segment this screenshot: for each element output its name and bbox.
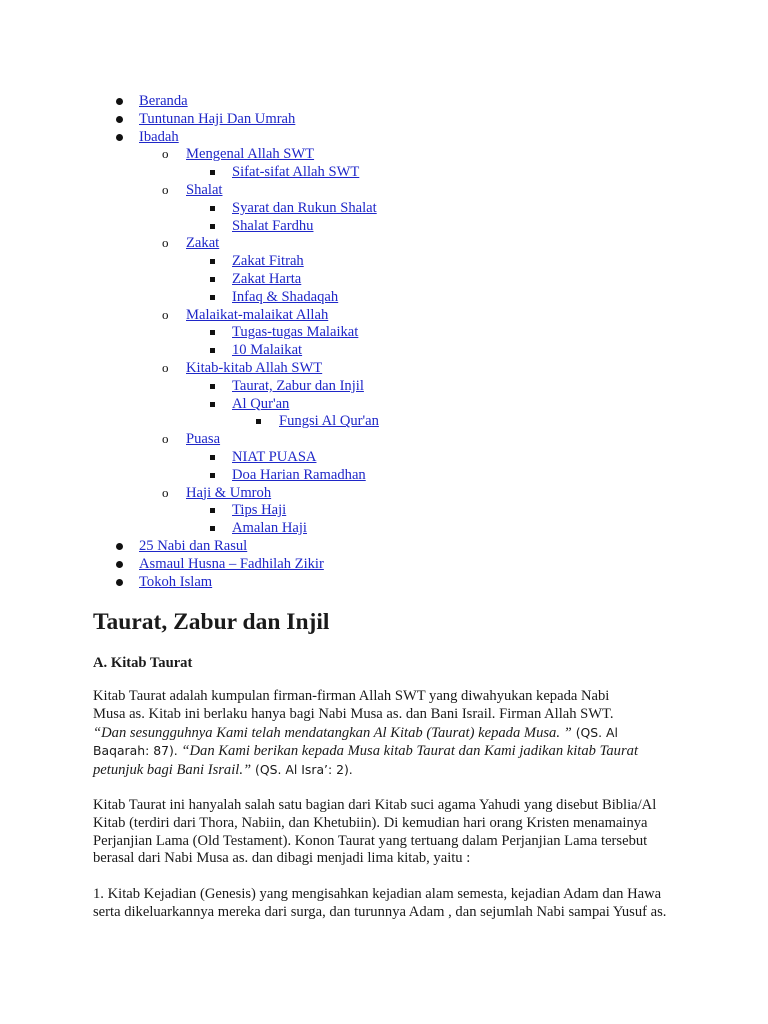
nav-link[interactable]: Amalan Haji	[232, 520, 307, 537]
nav-link[interactable]: Doa Harian Ramadhan	[232, 466, 366, 483]
nav-link[interactable]: Tugas-tugas Malaikat	[232, 324, 359, 341]
nav-item	[0, 234, 768, 252]
nav-item	[0, 199, 768, 217]
nav-item	[0, 217, 768, 235]
nav-link[interactable]: Fungsi Al Qur'an	[279, 413, 379, 430]
nav-item	[0, 448, 768, 466]
nav-link[interactable]: Zakat	[186, 235, 220, 252]
square-bullet-icon	[210, 455, 215, 460]
square-bullet-icon	[256, 419, 261, 424]
nav-link[interactable]: Shalat Fardhu	[232, 217, 314, 234]
article	[93, 606, 693, 920]
nav-link[interactable]: Infaq & Shadaqah	[232, 288, 339, 305]
circle-bullet-icon: o	[162, 146, 169, 162]
nav-item	[0, 573, 768, 591]
circle-bullet-icon: o	[162, 306, 169, 322]
nav-item	[0, 484, 768, 502]
disc-bullet-icon	[116, 98, 123, 105]
nav-item	[0, 163, 768, 181]
section-heading: A. Kitab Taurat	[93, 655, 193, 671]
nav-link[interactable]: Beranda	[139, 93, 188, 109]
nav-item	[0, 501, 768, 519]
nav-link[interactable]: Kitab-kitab Allah SWT	[186, 360, 323, 376]
article-title: Taurat, Zabur dan Injil	[93, 609, 330, 635]
disc-bullet-icon	[116, 134, 123, 141]
paragraph-2: Kitab Taurat ini hanyalah salah satu bagian dari Kitab suci agama Yahudi yang disebut Biblia/Al Kitab (terdiri dari Thora, Nabiin, dan Khetubiin). Di kemudian hari orang Kristen menamainya Perjanjian Lama (Old Testament). Konon Taurat yang tertuang dalam Perjanjian Lama tersebut berasal dari Nabi Musa as. dan dibagi menjadi lima kitab, yaitu :	[93, 797, 657, 867]
nav-link[interactable]: Zakat Fitrah	[232, 253, 304, 270]
nav-item	[0, 430, 768, 448]
square-bullet-icon	[210, 170, 215, 175]
paragraph-1: Kitab Taurat adalah kumpulan firman-firman Allah SWT yang diwahyukan kepada Nabi Musa as. Kitab ini berlaku hanya bagi Nabi Musa as. dan Bani Israil. Firman Allah SWT. “Dan sesungguhnya Kami telah mendatangkan Al Kitab (Taurat) kepada Musa. ” (QS. Al Baqarah: 87). “Dan Kami berikan kepada Musa kitab Taurat dan Kami jadikan kitab Taurat petunjuk bagi Bani Israil.” (QS. Al Isra’: 2).	[93, 688, 639, 779]
nav-link[interactable]: Syarat dan Rukun Shalat	[232, 199, 377, 216]
square-bullet-icon	[210, 224, 215, 229]
nav-item	[0, 466, 768, 484]
nav-item	[0, 252, 768, 270]
nav-item	[0, 377, 768, 395]
circle-bullet-icon: o	[162, 484, 169, 500]
nav-link[interactable]: NIAT PUASA	[232, 449, 317, 465]
nav-link[interactable]: Ibadah	[139, 128, 179, 145]
disc-bullet-icon	[116, 561, 123, 568]
nav-link[interactable]: Malaikat-malaikat Allah	[186, 306, 329, 323]
nav-link[interactable]: Taurat, Zabur dan Injil	[232, 377, 364, 394]
square-bullet-icon	[210, 348, 215, 353]
nav-item	[0, 92, 768, 110]
nav-item	[0, 359, 768, 377]
nav-item	[0, 323, 768, 341]
nav-link[interactable]: Tokoh Islam	[139, 573, 213, 590]
nav-item	[0, 128, 768, 146]
square-bullet-icon	[210, 384, 215, 389]
nav-link[interactable]: Mengenal Allah SWT	[186, 146, 315, 163]
square-bullet-icon	[210, 277, 215, 282]
square-bullet-icon	[210, 402, 215, 407]
nav-item	[0, 288, 768, 306]
nav-link[interactable]: Tuntunan Haji Dan Umrah	[139, 110, 296, 127]
nav-link[interactable]: 25 Nabi dan Rasul	[139, 538, 248, 554]
nav-link[interactable]: 10 Malaikat	[232, 342, 303, 359]
nav-link[interactable]: Asmaul Husna – Fadhilah Zikir	[139, 555, 324, 572]
disc-bullet-icon	[116, 116, 123, 123]
circle-bullet-icon: o	[162, 431, 169, 447]
nav-link[interactable]: Sifat-sifat Allah SWT	[232, 164, 360, 181]
square-bullet-icon	[210, 473, 215, 478]
nav-item	[0, 181, 768, 199]
square-bullet-icon	[210, 206, 215, 211]
nav-link[interactable]: Shalat	[186, 182, 223, 198]
nav-link[interactable]: Puasa	[186, 431, 221, 448]
circle-bullet-icon: o	[162, 360, 169, 375]
disc-bullet-icon	[116, 543, 123, 550]
nav-link[interactable]: Tips Haji	[232, 502, 287, 519]
nav-item	[0, 270, 768, 288]
circle-bullet-icon: o	[162, 182, 169, 197]
nav-item	[0, 519, 768, 537]
nav-item	[0, 537, 768, 555]
nav-item	[0, 412, 768, 430]
nav-link[interactable]: Al Qur'an	[232, 395, 290, 412]
nav-item	[0, 341, 768, 359]
square-bullet-icon	[210, 330, 215, 335]
nav-link[interactable]: Haji & Umroh	[186, 484, 272, 501]
circle-bullet-icon: o	[162, 235, 169, 251]
square-bullet-icon	[210, 526, 215, 531]
square-bullet-icon	[210, 508, 215, 513]
square-bullet-icon	[210, 259, 215, 264]
nav-item	[0, 555, 768, 573]
disc-bullet-icon	[116, 579, 123, 586]
nav-item	[0, 395, 768, 413]
paragraph-3: 1. Kitab Kejadian (Genesis) yang mengisahkan kejadian alam semesta, kejadian Adam dan Hawa serta dikeluarkannya mereka dari surga, dan turunnya Adam , dan sejumlah Nabi sampai Yusuf as.	[93, 886, 667, 920]
nav-item	[0, 110, 768, 128]
square-bullet-icon	[210, 295, 215, 300]
nav-item	[0, 306, 768, 324]
nav-item	[0, 145, 768, 163]
nav-link[interactable]: Zakat Harta	[232, 271, 302, 287]
